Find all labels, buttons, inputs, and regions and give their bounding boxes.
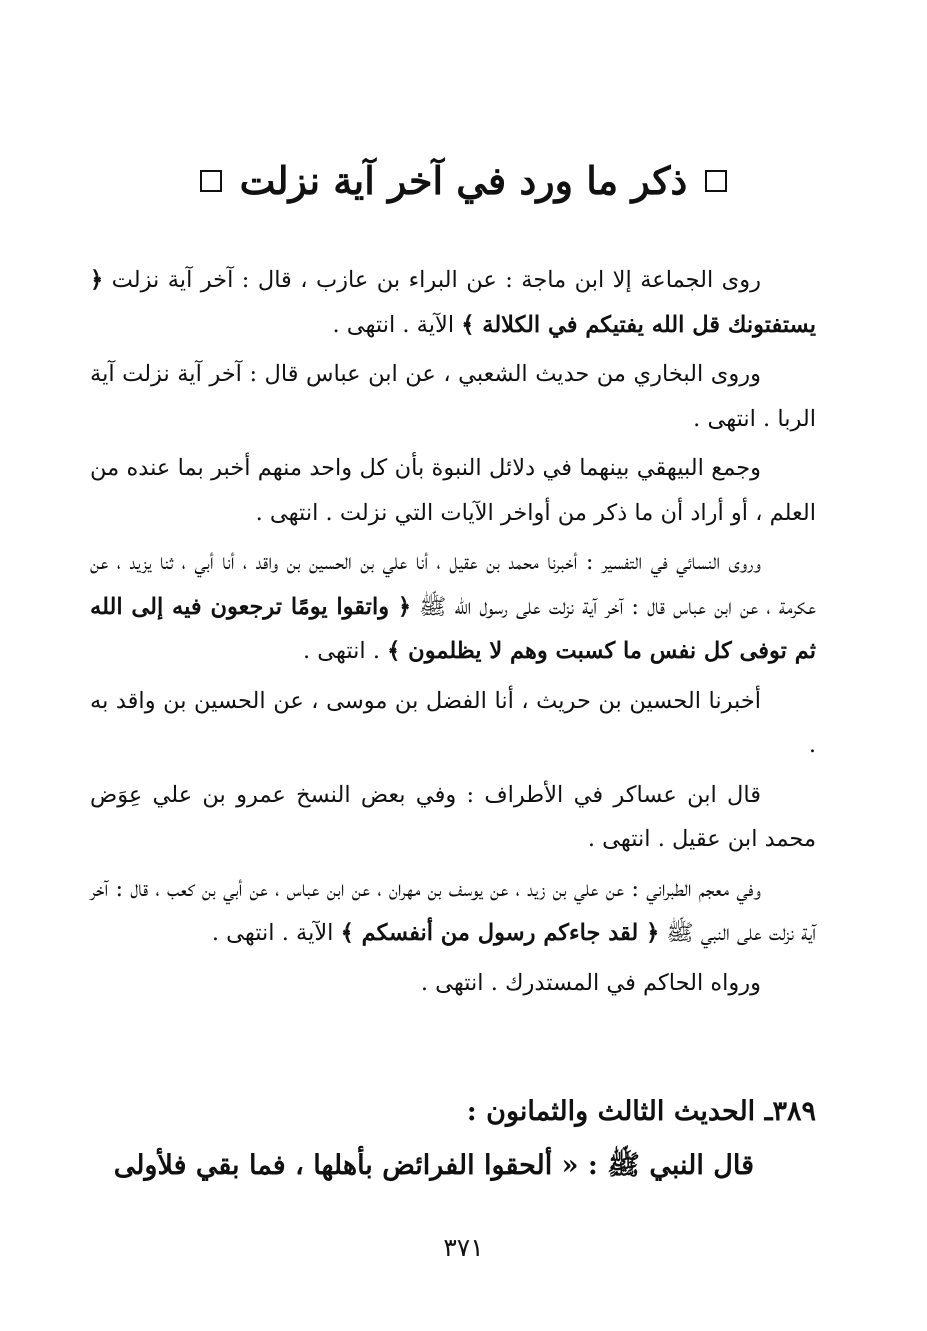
paragraph-4-text: وروى النسائي في التفسير : أخبرنا محمد بن عقيل ، أنا علي بن الحسين بن واقد ، أنا أبي ، ثنا يزيد ، عن عكرمة ، عن ابن عباس قال : آخر آية نزلت على رسول الله ﷺ [90,549,817,620]
quran-verse: ﴿ واتقوا يومًا ترجعون فيه إلى الله ثم توفى كل نفس ما كسبت وهم لا يظلمون ﴾ [90,593,816,664]
paragraph-7-text: وفي معجم الطبراني : عن علي بن زيد ، عن يوسف بن مهران ، عن ابن عباس ، عن أبي بن كعب ، قال : آخر آية نزلت على النبي ﷺ [90,875,816,946]
paragraph-7 [90,867,816,956]
paragraph-2: وروى البخاري من حديث الشعبي ، عن ابن عباس قال : آخر آية نزلت آية الربا . انتهى . [90,361,816,432]
square-ornament-icon [200,170,222,192]
paragraph-6: قال ابن عساكر في الأطراف : وفي بعض النسخ عمرو بن علي عِوَض محمد ابن عقيل . انتهى . [90,781,816,852]
paragraph-4 [90,540,816,674]
body-text [90,258,816,1010]
paragraph-8: ورواه الحاكم في المستدرك . انتهى . [420,969,761,996]
page-number: ٣٧١ [443,1233,484,1262]
square-ornament-icon [705,170,727,192]
paragraph-3: وجمع البيهقي بينهما في دلائل النبوة بأن كل واحد منهم أخبر بما عنده من العلم ، أو أراد أن ما ذكر من أواخر الآيات التي نزلت . انتهى . [90,455,816,526]
paragraph-1-end: الآية . انتهى . [332,311,455,338]
quran-verse: ﴿ يستفتونك قل الله يفتيكم في الكلالة ﴾ [90,267,816,338]
paragraph-7-end: الآية . انتهى . [211,920,334,946]
paragraph-1 [90,258,816,347]
paragraph-1-text: روى الجماعة إلا ابن ماجة : عن البراء بن عازب ، قال : آخر آية نزلت [111,267,762,293]
paragraph-4-end: . انتهى . [302,638,380,664]
section-title-text: ذكر ما ورد في آخر آية نزلت [239,158,688,203]
quran-verse: ﴿ لقد جاءكم رسول من أنفسكم ﴾ [340,920,660,946]
paragraph-5: أخبرنا الحسين بن حريث ، أنا الفضل بن موسى ، عن الحسين بن واقد به . [90,687,816,758]
hadith-text: قال النبي ﷺ : « ألحقوا الفرائض بأهلها ، فما بقي فلأولى [113,1150,754,1181]
hadith-heading: ٣٨٩ـ الحديث الثالث والثمانون : [466,1096,816,1127]
section-title [150,158,777,203]
